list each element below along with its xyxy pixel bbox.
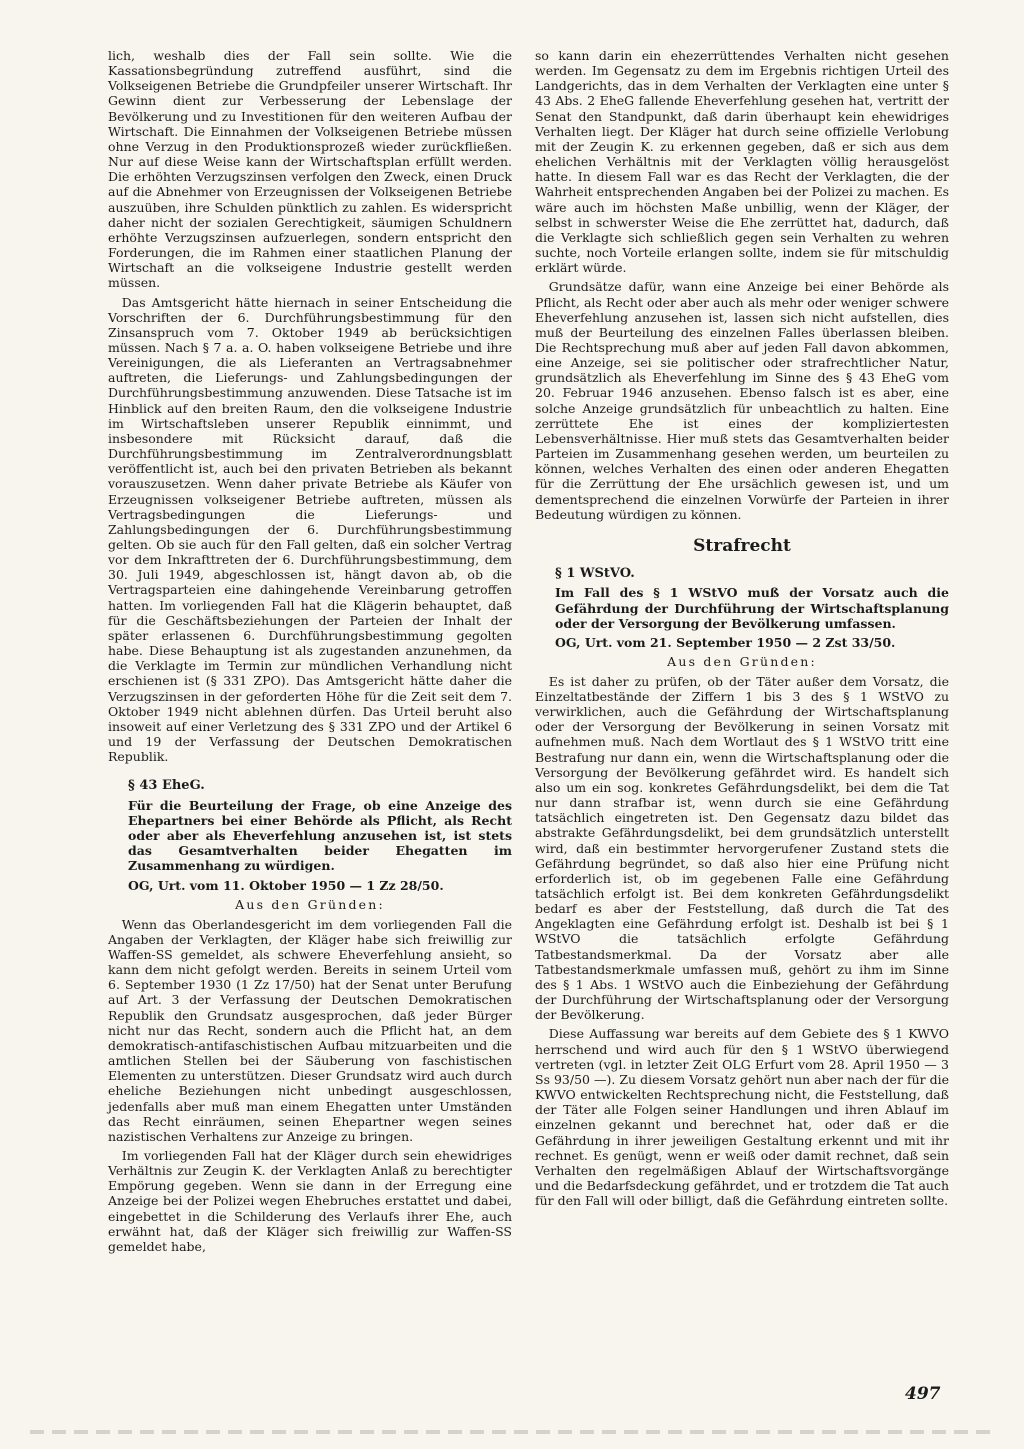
court-citation: OG, Urt. vom 21. September 1950 — 2 Zst 33/50.: [555, 634, 896, 650]
paragraph: lich, weshalb dies der Fall sein sollte. Wie die Kassationsbegründung zutreffend ausführt, sind die Volkseigenen Betriebe die Grundpfeiler unserer Wirtschaft. Ihr Gewinn dient zur Verbesserung der Lebenslage der Bevölkerung und zu Investitionen für den weiteren Aufbau der Wirtschaft. Die Einnahmen der Volkseigenen Betriebe müssen ohne Verzug in den Produktionsprozeß wieder zurückfließen. Nur auf diese Weise kann der Wirtschaftsplan erfüllt werden. Die erhöhten Verzugszinsen verfolgen den Zweck, einen Druck auf die Abnehmer von Erzeugnissen der Volkseigenen Betriebe auszuüben, ihre Schulden pünktlich zu zahlen. Es widerspricht daher nicht der sozialen Gerechtigkeit, säumigen Schuldnern erhöhte Verzugszinsen aufzuerlegen, sondern entspricht den Forderungen, die im Rahmen einer staatlichen Planung der Wirtschaft an die volkseigene Industrie gestellt werden müssen.: [108, 48, 512, 291]
paragraph: Im vorliegenden Fall hat der Kläger durch sein ehewidriges Verhältnis zur Zeugin K. der Verklagten Anlaß zu berechtigter Empörung gegeben. Wenn sie dann in der Erregung eine Anzeige bei der Polizei wegen Ehebruches erstattet und dabei, eingebettet in die Schilderung des Verlaufs ihrer Ehe, auch erwähnt hat, daß der Kläger sich freiwillig zur Waffen-SS gemeldet habe,: [108, 1147, 512, 1254]
paragraph: so kann darin ein ehezerrüttendes Verhalten nicht gesehen werden. Im Gegensatz zu dem im Ergebnis richtigen Urteil des Landgerichts, das in dem Verhalten der Verklagten eine unter § 43 Abs. 2 EheG fallende Eheverfehlung gesehen hat, vertritt der Senat den Standpunkt, daß darin überhaupt kein ehewidriges Verhalten liegt. Der Kläger hat durch seine offizielle Verlobung mit der Zeugin K. zu erkennen gegeben, daß er sich aus dem ehelichen Verhältnis mit der Verklagten völlig herausgelöst hatte. In diesem Fall war es das Recht der Verklagten, die der Wahrheit entsprechenden Angaben bei der Polizei zu machen. Es wäre auch im höchsten Maße unbillig, wenn der Kläger, der selbst in schwerster Weise die Ehe zerrüttet hat, dadurch, daß die Verklagte sich schließlich gegen sein Verhalten zu wehren suchte, noch Vorteile erlangen sollte, indem sie für mitschuldig erklärt würde.: [535, 48, 949, 276]
headnote: Für die Beurteilung der Frage, ob eine Anzeige des Ehepartners bei einer Behörde als Pflicht, als Recht oder aber als Eheverfehlung anzusehen ist, ist stets das Gesamtverhalten beider Ehegatten im Zusammenhang zu würdigen.: [128, 797, 512, 874]
section-heading: Strafrecht: [693, 535, 791, 556]
reasons-heading: Aus den Gründen:: [235, 897, 385, 913]
law-reference-heading: § 43 EheG.: [128, 778, 205, 794]
paragraph: Es ist daher zu prüfen, ob der Täter außer dem Vorsatz, die Einzeltatbestände der Ziffern 1 bis 3 des § 1 WStVO zu verwirklichen, auch die Gefährdung der Wirtschaftsplanung oder der Versorgung der Bevölkerung in seinen Vorsatz mit aufnehmen muß. Nach dem Wortlaut des § 1 WStVO tritt eine Bestrafung nur dann ein, wenn die Wirtschaftsplanung oder die Versorgung der Bevölkerung gefährdet wird. Es handelt sich also um ein sog. konkretes Gefährdungsdelikt, bei dem die Tat nur dann strafbar ist, wenn durch sie eine Gefährdung tatsächlich eingetreten ist. Den Gegensatz dazu bildet das abstrakte Gefährdungsdelikt, bei dem grundsätzlich unterstellt wird, daß ein bestimmter hervorgerufener Zustand stets die Gefährdung begründet, so daß also hier eine Prüfung nicht erforderlich ist, ob im gegebenen Falle eine Gefährdung tatsächlich erfolgt ist. Bei dem konkreten Gefährdungsdelikt bedarf es aber der Feststellung, daß durch die Tat des Angeklagten eine Gefährdung erfolgt ist. Deshalb ist bei § 1 WStVO die tatsächlich erfolgte Gefährdung Tatbestandsmerkmal. Da der Vorsatz aber alle Tatbestandsmerkmale umfassen muß, gehört zu ihm im Sinne des § 1 Abs. 1 WStVO auch die Einbeziehung der Gefährdung der Durchführung der Wirtschaftsplanung oder der Versorgung der Bevölkerung.: [535, 673, 949, 1023]
right-column: [535, 48, 949, 1212]
reasons-heading: Aus den Gründen:: [667, 654, 817, 670]
left-column: [108, 48, 512, 1258]
paragraph: Wenn das Oberlandesgericht im dem vorliegenden Fall die Angaben der Verklagten, der Kläger habe sich freiwillig zur Waffen-SS gemeldet, als schwere Eheverfehlung ansieht, so kann dem nicht gefolgt werden. Bereits in seinem Urteil vom 6. September 1930 (1 Zz 17/50) hat der Senat unter Berufung auf Art. 3 der Verfassung der Deutschen Demokratischen Republik den Grundsatz ausgesprochen, daß jeder Bürger nicht nur das Recht, sondern auch die Pflicht hat, an dem demokratisch-antifaschistischen Aufbau mitzuarbeiten und die amtlichen Stellen bei der Säuberung von faschistischen Elementen zu unterstützen. Dieser Grundsatz wird auch durch eheliche Beziehungen nicht unbedingt ausgeschlossen, jedenfalls aber muß man einem Ehegatten unter Umständen das Recht einräumen, seinen Ehepartner wegen seines nazistischen Verhaltens zur Anzeige zu bringen.: [108, 916, 512, 1144]
page-number: 497: [905, 1384, 941, 1404]
scan-edge-artifact: [30, 1430, 990, 1434]
paragraph: Das Amtsgericht hätte hiernach in seiner Entscheidung die Vorschriften der 6. Durchführungsbestimmung für den Zinsanspruch vom 7. Oktober 1949 ab berücksichtigen müssen. Nach § 7 a. a. O. haben volkseigene Betriebe und ihre Vereinigungen, die als Lieferanten an Vertragsabnehmer auftreten, die Lieferungs- und Zahlungsbedingungen der Durchführungsbestimmung anzuwenden. Diese Tatsache ist im Hinblick auf den breiten Raum, den die volkseigene Industrie im Wirtschaftsleben unserer Republik einnimmt, und insbesondere mit Rücksicht darauf, daß die Durchführungsbestimmung im Zentralverordnungsblatt veröffentlicht ist, auch bei den privaten Betrieben als bekannt vorauszusetzen. Wenn daher private Betriebe als Käufer von Erzeugnissen volkseigener Betriebe auftreten, müssen als Vertragsbedingungen die Lieferungs- und Zahlungsbedingungen der 6. Durchführungsbestimmung gelten. Ob sie auch für den Fall gelten, daß ein solcher Vertrag vor dem Inkrafttreten der 6. Durchführungsbestimmung, dem 30. Juli 1949, abgeschlossen ist, hängt davon ab, ob die Vertragsparteien eine dahingehende Vereinbarung getroffen hatten. Im vorliegenden Fall hat die Klägerin behauptet, daß für die Geschäftsbeziehungen der Parteien der Inhalt der später erlassenen 6. Durchführungsbestimmung gegolten habe. Diese Behauptung ist als zugestanden anzunehmen, da die Verklagte im Termin zur mündlichen Verhandlung nicht erschienen ist (§ 331 ZPO). Das Amtsgericht hätte daher die Verzugszinsen in der geforderten Höhe für die Zeit seit dem 7. Oktober 1949 nicht ablehnen dürfen. Das Urteil beruht also insoweit auf einer Verletzung des § 331 ZPO und der Artikel 6 und 19 der Verfassung der Deutschen Demokratischen Republik.: [108, 294, 512, 765]
paragraph: Grundsätze dafür, wann eine Anzeige bei einer Behörde als Pflicht, als Recht oder aber auch als mehr oder weniger schwere Eheverfehlung anzusehen ist, lassen sich nicht aufstellen, dies muß der Beurteilung des einzelnen Falles überlassen bleiben. Die Rechtsprechung muß aber auf jeden Fall davon abkommen, eine Anzeige, sei sie politischer oder strafrechtlicher Natur, grundsätzlich als Eheverfehlung im Sinne des § 43 EheG vom 20. Februar 1946 anzusehen. Ebenso falsch ist es aber, eine solche Anzeige grundsätzlich für unbeachtlich zu halten. Eine zerrüttete Ehe ist eines der kompliziertesten Lebensverhältnisse. Hier muß stets das Gesamtverhalten beider Parteien im Zusammenhang gesehen werden, um beurteilen zu können, welches Verhalten des einen oder anderen Ehegatten für die Zerrüttung der Ehe ursächlich gewesen ist, und um dementsprechend die einzelnen Vorwürfe der Parteien in ihrer Bedeutung würdigen zu können.: [535, 279, 949, 522]
law-reference-heading: § 1 WStVO.: [555, 565, 635, 581]
paragraph: Diese Auffassung war bereits auf dem Gebiete des § 1 KWVO herrschend und wird auch für den § 1 WStVO überwiegend vertreten (vgl. in letzter Zeit OLG Erfurt vom 28. April 1950 — 3 Ss 93/50 —). Zu diesem Vorsatz gehört nun aber nach der für die KWVO entwickelten Rechtsprechung nicht, die Feststellung, daß der Täter alle Folgen seiner Handlungen und ihren Ablauf im einzelnen gekannt und berechnet hat, oder daß er die Gefährdung in ihrer jeweiligen Gestaltung erkennt und mit ihr rechnet. Es genügt, wenn er weiß oder damit rechnet, daß sein Verhalten den regelmäßigen Ablauf der Wirtschaftsvorgänge und die Bedarfsdeckung gefährdet, und er trotzdem die Tat auch für den Fall will oder billigt, daß die Gefährdung eintreten sollte.: [535, 1026, 949, 1209]
court-citation: OG, Urt. vom 11. Oktober 1950 — 1 Zz 28/50.: [128, 877, 444, 893]
headnote: Im Fall des § 1 WStVO muß der Vorsatz auch die Gefährdung der Durchführung der Wirtschaftsplanung oder der Versorgung der Bevölkerung umfassen.: [555, 585, 949, 631]
